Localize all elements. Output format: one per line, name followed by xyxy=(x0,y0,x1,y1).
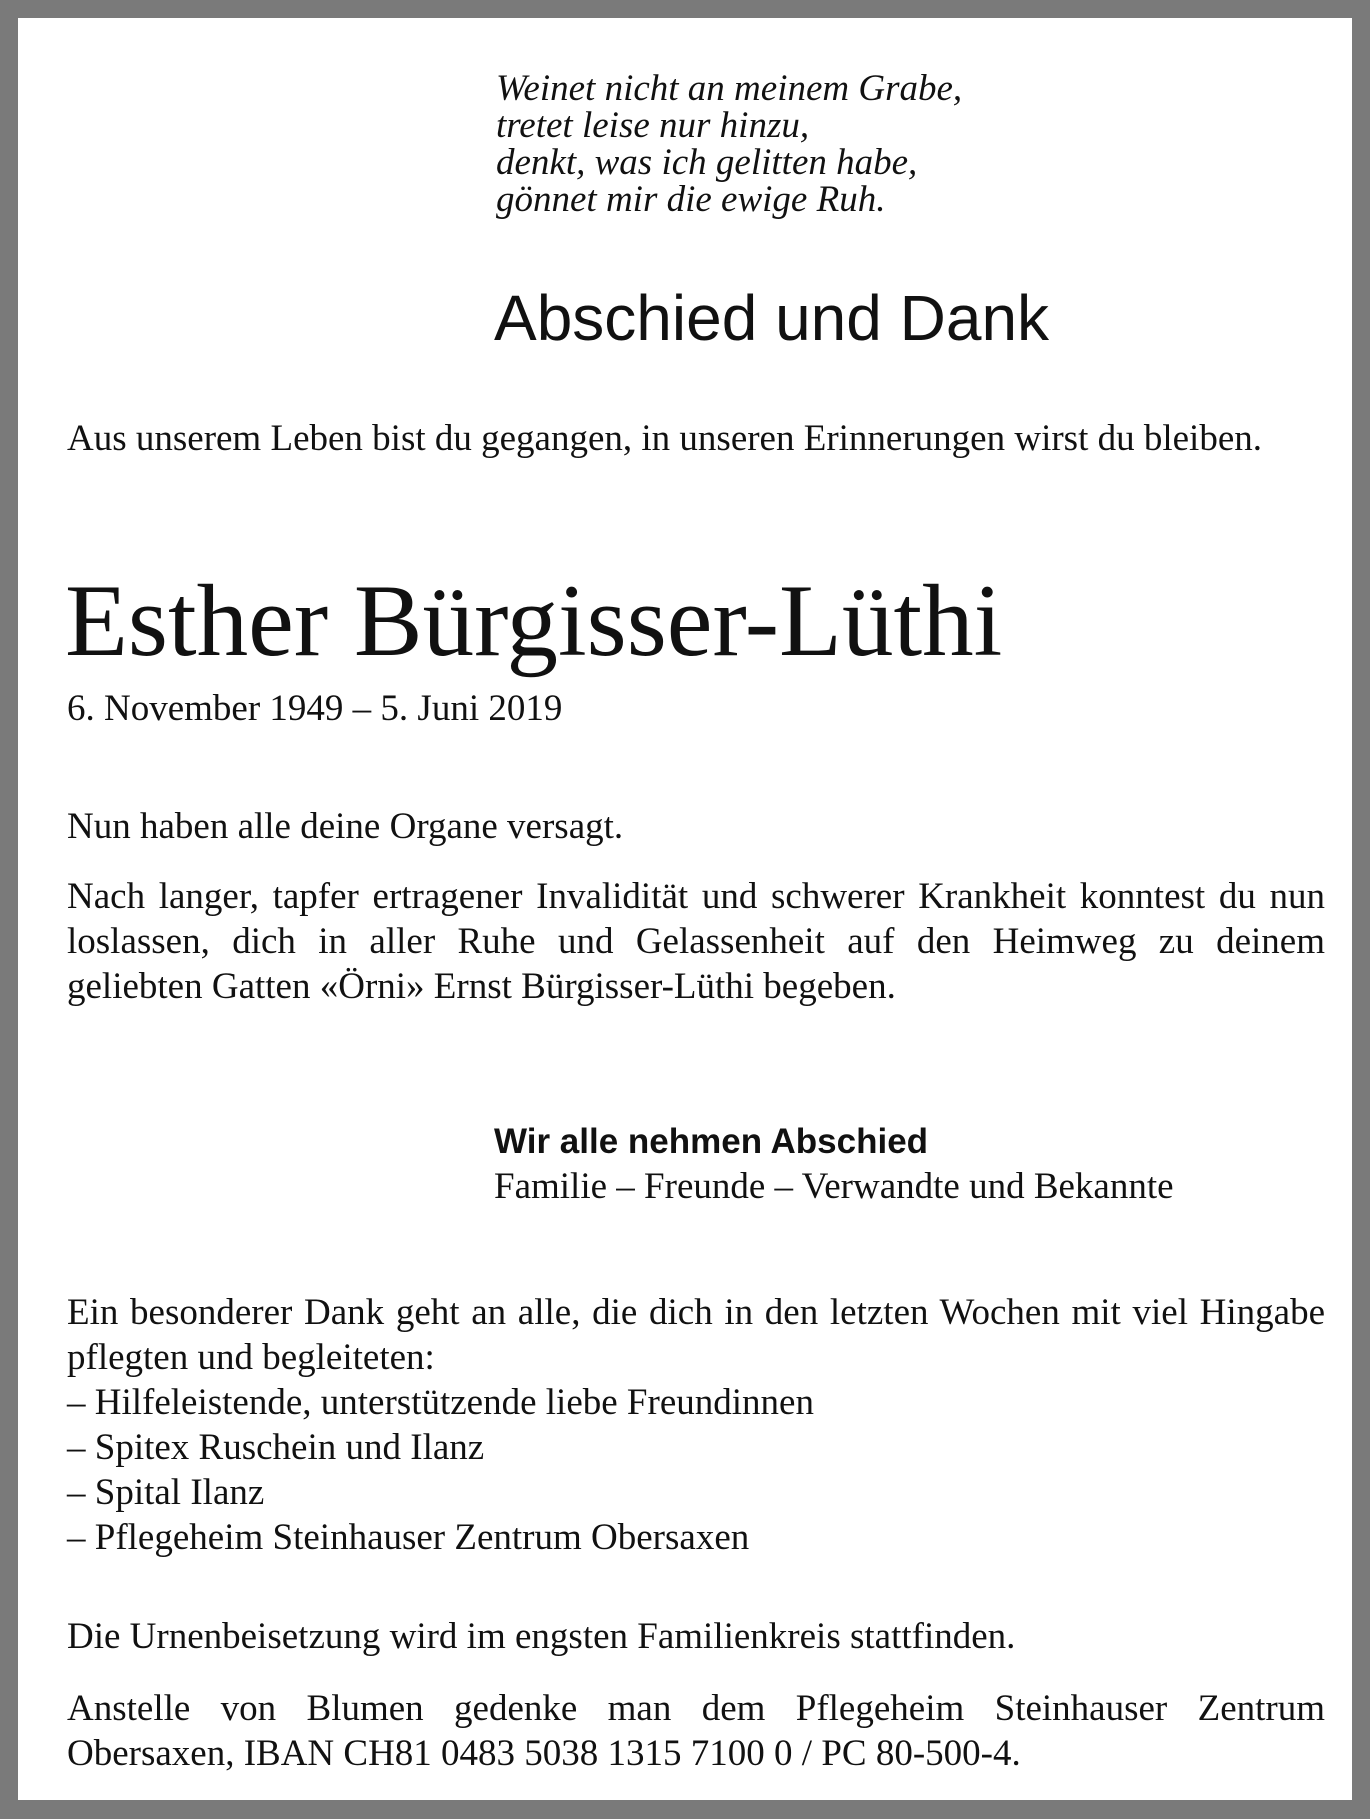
signature-title: Wir alle nehmen Abschied xyxy=(494,1122,929,1161)
poem-line-3: denkt, was ich gelitten habe, xyxy=(496,142,918,183)
paragraph-organs: Nun haben alle deine Organe versagt. xyxy=(67,806,624,847)
poem-line-4: gönnet mir die ewige Ruh. xyxy=(496,179,886,220)
thanks-list xyxy=(67,1380,814,1560)
signature-line: Familie – Freunde – Verwandte und Bekannte xyxy=(494,1166,1174,1207)
list-item: – Hilfeleistende, unterstützende liebe Freundinnen xyxy=(67,1382,814,1423)
deceased-name: Esther Bürgisser-Lüthi xyxy=(65,564,1003,678)
heading: Abschied und Dank xyxy=(494,282,1050,354)
donation-notice: Anstelle von Blumen gedenke man dem Pflegeheim Steinhauser Zentrum Obersaxen, IBAN CH81 0483 5038 1315 7100 0 / PC 80-500-4. xyxy=(67,1688,1325,1774)
list-item: – Pflegeheim Steinhauser Zentrum Obersaxen xyxy=(67,1517,750,1558)
poem-line-1: Weinet nicht an meinem Grabe, xyxy=(496,68,963,109)
intro-text: Aus unserem Leben bist du gegangen, in unseren Erinnerungen wirst du bleiben. xyxy=(67,418,1263,459)
thanks-text: Ein besonderer Dank geht an alle, die dich in den letzten Wochen mit viel Hingabe pflegten und begleiteten: xyxy=(67,1292,1325,1378)
list-item: – Spitex Ruschein und Ilanz xyxy=(67,1427,485,1468)
poem-line-2: tretet leise nur hinzu, xyxy=(496,105,810,146)
obituary-page xyxy=(18,18,1352,1800)
poem xyxy=(496,70,1196,218)
burial-notice: Die Urnenbeisetzung wird im engsten Familienkreis stattfinden. xyxy=(67,1616,1016,1657)
paragraph-illness: Nach langer, tapfer ertragener Invalidität und schwerer Krankheit konntest du nun loslassen, dich in aller Ruhe und Gelassenheit auf den Heimweg zu deinem geliebten Gatten «Örni» Ernst Bürgisser-Lüthi begeben. xyxy=(67,876,1325,1007)
list-item: – Spital Ilanz xyxy=(67,1472,265,1513)
life-dates: 6. November 1949 – 5. Juni 2019 xyxy=(67,688,563,729)
